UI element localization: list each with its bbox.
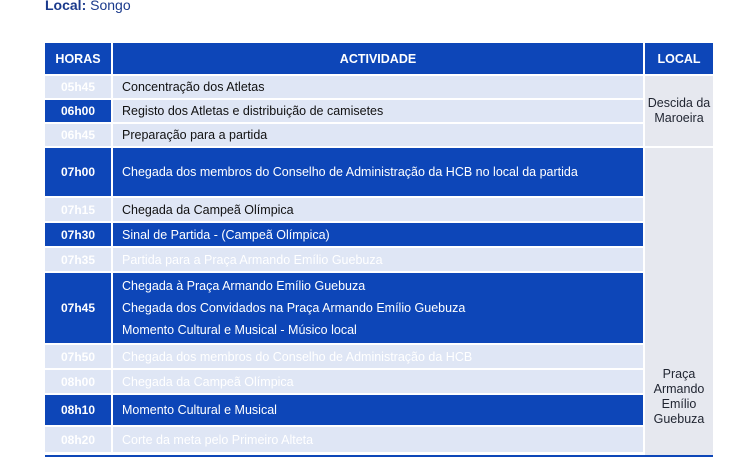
row-time: 08h10 — [45, 395, 111, 425]
row-activity: Sinal de Partida - (Campeã Olímpica) — [113, 223, 643, 246]
header-horas: HORAS — [45, 43, 111, 74]
row-activity: Chegada da Campeã Olímpica — [113, 370, 643, 393]
row-activity: Chegada dos membros do Conselho de Administração da HCB — [113, 345, 643, 368]
row-time: 05h45 — [45, 76, 111, 98]
local-label: Local: — [45, 0, 87, 13]
row-time: 06h00 — [45, 100, 111, 122]
row-time: 07h00 — [45, 148, 111, 196]
row-time: 07h15 — [45, 198, 111, 221]
row-time: 06h45 — [45, 124, 111, 146]
row-activity: Partida para a Praça Armando Emílio Guebuza — [113, 248, 643, 271]
row-activity: Chegada à Praça Armando Emílio Guebuza — [122, 279, 366, 293]
row-activity: Corte da meta pelo Primeiro Alteta — [113, 427, 643, 452]
row-activity-group — [113, 273, 643, 343]
row-activity: Concentração dos Atletas — [113, 76, 643, 98]
header-local: LOCAL — [645, 43, 713, 74]
row-activity: Momento Cultural e Musical - Músico local — [122, 323, 357, 337]
row-activity: Registo dos Atletas e distribuição de camisetes — [113, 100, 643, 122]
row-activity: Preparação para a partida — [113, 124, 643, 146]
row-time: 08h20 — [45, 427, 111, 452]
local-value: Songo — [90, 0, 131, 13]
row-activity: Chegada da Campeã Olímpica — [113, 198, 643, 221]
location-descida-da-maroeira: Descida da Maroeira — [645, 76, 713, 146]
row-time: 07h45 — [45, 273, 111, 343]
row-activity: Chegada dos membros do Conselho de Administração da HCB no local da partida — [113, 148, 643, 196]
location-praca-armando-emilio-guebuza: Praça Armando Emílio Guebuza — [645, 148, 713, 455]
row-time: 07h50 — [45, 345, 111, 368]
row-activity: Chegada dos Convidados na Praça Armando Emílio Guebuza — [122, 301, 466, 315]
header-actividade: ACTIVIDADE — [113, 43, 643, 74]
row-time: 07h35 — [45, 248, 111, 271]
row-time: 07h30 — [45, 223, 111, 246]
local-line — [45, 0, 131, 14]
row-activity: Momento Cultural e Musical — [113, 395, 643, 425]
row-time: 08h00 — [45, 370, 111, 393]
